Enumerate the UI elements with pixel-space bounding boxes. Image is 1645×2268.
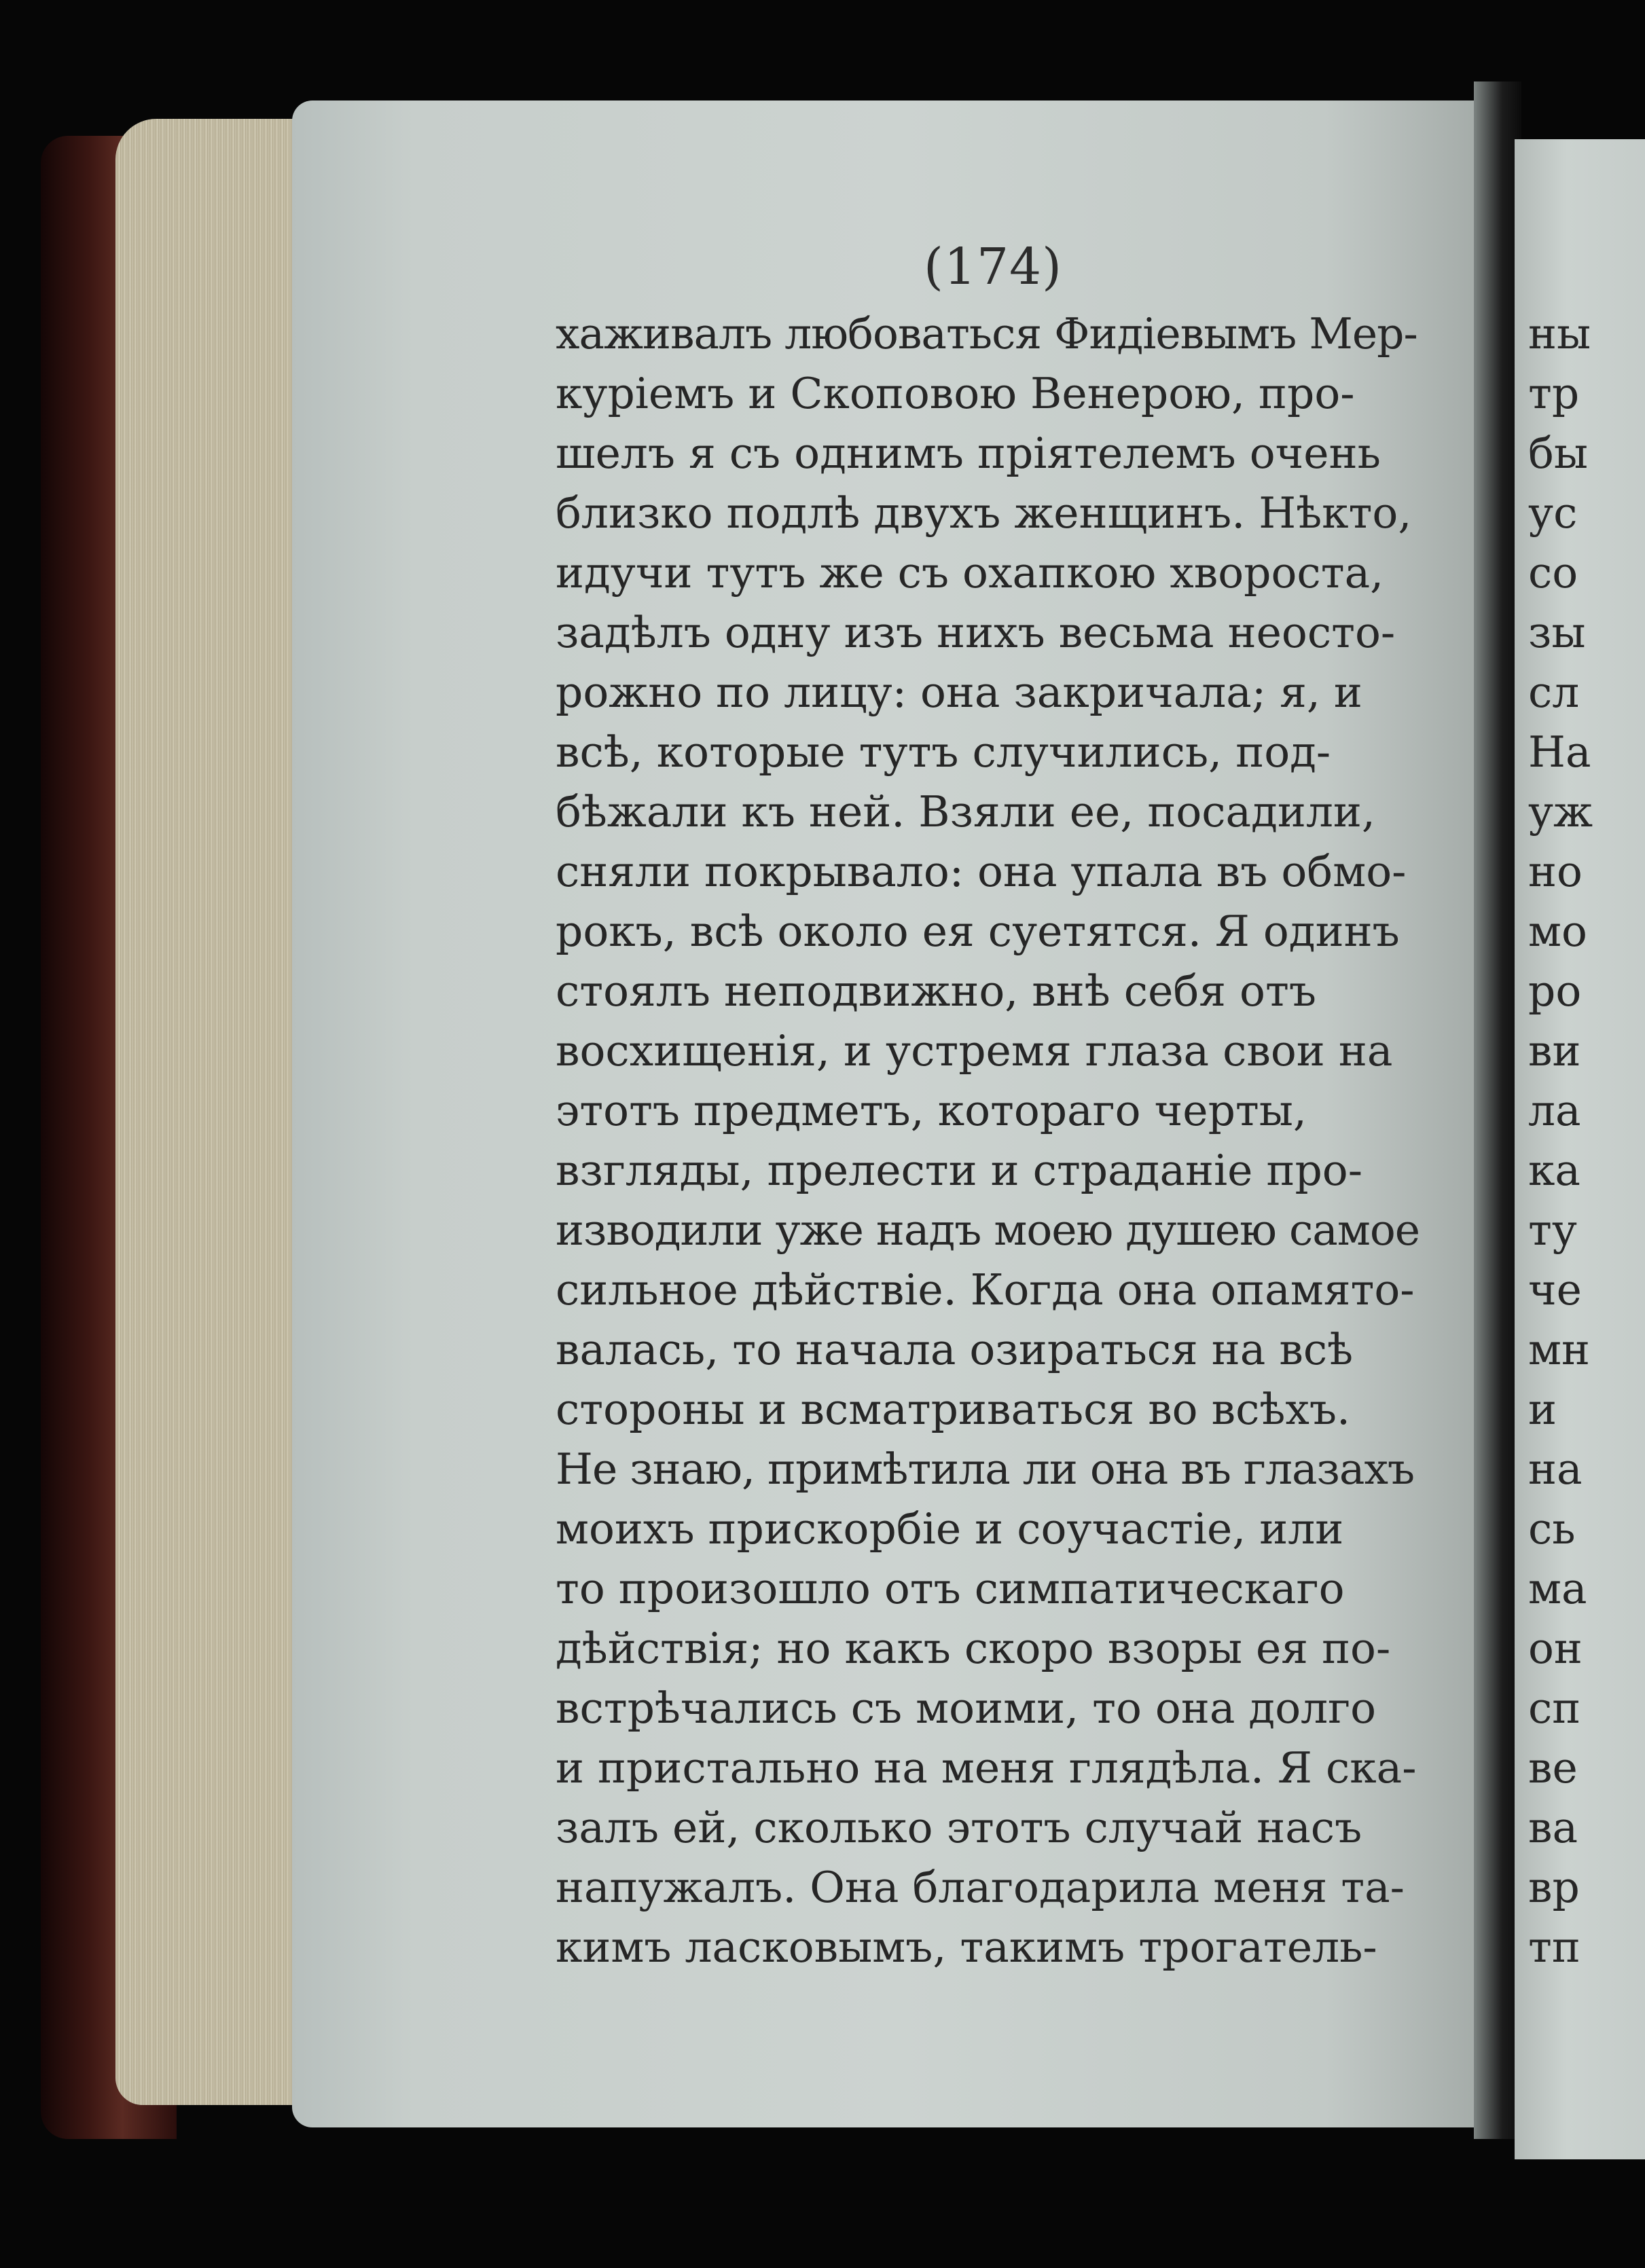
text-line: напужалъ. Она благодарила меня та- (556, 1863, 1405, 1912)
text-line: рожно по лицу: она закричала; я, и (556, 667, 1362, 717)
text-line: встрѣчались съ моими, то она долго (556, 1683, 1377, 1733)
page-text (556, 304, 1432, 1977)
facing-line: ка (1528, 1146, 1580, 1195)
facing-line: мн (1528, 1325, 1590, 1374)
facing-line: сл (1528, 667, 1580, 717)
text-line: валась, то начала озираться на всѣ (556, 1325, 1354, 1374)
text-line: бѣжали къ ней. Взяли ее, посадили, (556, 787, 1375, 837)
facing-line: тр (1528, 369, 1580, 418)
text-line: рокъ, всѣ около ея суетятся. Я одинъ (556, 907, 1400, 956)
text-line: куріемъ и Скоповою Венерою, про- (556, 369, 1355, 418)
facing-line: но (1528, 847, 1583, 896)
facing-line: зы (1528, 608, 1586, 657)
facing-line: бы (1528, 428, 1589, 478)
facing-line: ро (1528, 966, 1582, 1016)
facing-line: сь (1528, 1504, 1576, 1554)
text-line: сняли покрывало: она упала въ обмо- (556, 847, 1407, 896)
facing-line: сп (1528, 1683, 1581, 1733)
text-line: близко подлѣ двухъ женщинъ. Нѣкто, (556, 488, 1412, 538)
text-line: идучи тутъ же съ охапкою хвороста, (556, 548, 1384, 598)
facing-line: ва (1528, 1803, 1578, 1852)
text-line: восхищенія, и устремя глаза свои на (556, 1026, 1393, 1076)
facing-line: ту (1528, 1205, 1577, 1255)
text-line: хаживалъ любоваться Фидіевымъ Мер- (556, 309, 1417, 359)
text-line: взгляды, прелести и страданіе про- (556, 1146, 1363, 1195)
text-line: всѣ, которые тутъ случились, под- (556, 727, 1331, 777)
text-line: шелъ я съ однимъ пріятелемъ очень (556, 428, 1381, 478)
facing-line: ус (1528, 488, 1578, 538)
facing-line: тп (1528, 1922, 1580, 1972)
text-line: изводили уже надъ моею душею самое (556, 1205, 1420, 1255)
facing-line: и (1528, 1385, 1557, 1434)
facing-line: На (1528, 727, 1591, 777)
text-line: и пристально на меня глядѣла. Я ска- (556, 1743, 1417, 1793)
facing-line: уж (1528, 787, 1593, 837)
facing-page-text (1528, 304, 1645, 1977)
text-line: Не знаю, примѣтила ли она въ глазахъ (556, 1444, 1415, 1494)
facing-line: ве (1528, 1743, 1578, 1793)
facing-line: со (1528, 548, 1578, 598)
text-line: задѣлъ одну изъ нихъ весьма неосто- (556, 608, 1396, 657)
facing-line: че (1528, 1265, 1582, 1315)
facing-line: на (1528, 1444, 1583, 1494)
facing-line: ма (1528, 1564, 1587, 1613)
facing-line: ны (1528, 309, 1591, 359)
text-line: то произошло отъ симпатическаго (556, 1564, 1345, 1613)
facing-line: ла (1528, 1086, 1581, 1135)
text-line: дѣйствія; но какъ скоро взоры ея по- (556, 1624, 1391, 1673)
facing-line: ви (1528, 1026, 1581, 1076)
text-line: сильное дѣйствіе. Когда она опамято- (556, 1265, 1415, 1315)
text-line: залъ ей, сколько этотъ случай насъ (556, 1803, 1362, 1852)
text-line: кимъ ласковымъ, такимъ трогатель- (556, 1922, 1377, 1972)
facing-line: мо (1528, 907, 1587, 956)
facing-line: вр (1528, 1863, 1580, 1912)
text-line: моихъ прискорбіе и соучастіе, или (556, 1504, 1344, 1554)
text-line: стоялъ неподвижно, внѣ себя отъ (556, 966, 1316, 1016)
facing-line: он (1528, 1624, 1583, 1673)
text-line: этотъ предметъ, котораго черты, (556, 1086, 1307, 1135)
page-number: (174) (924, 238, 1062, 296)
text-line: стороны и всматриваться во всѣхъ. (556, 1385, 1351, 1434)
